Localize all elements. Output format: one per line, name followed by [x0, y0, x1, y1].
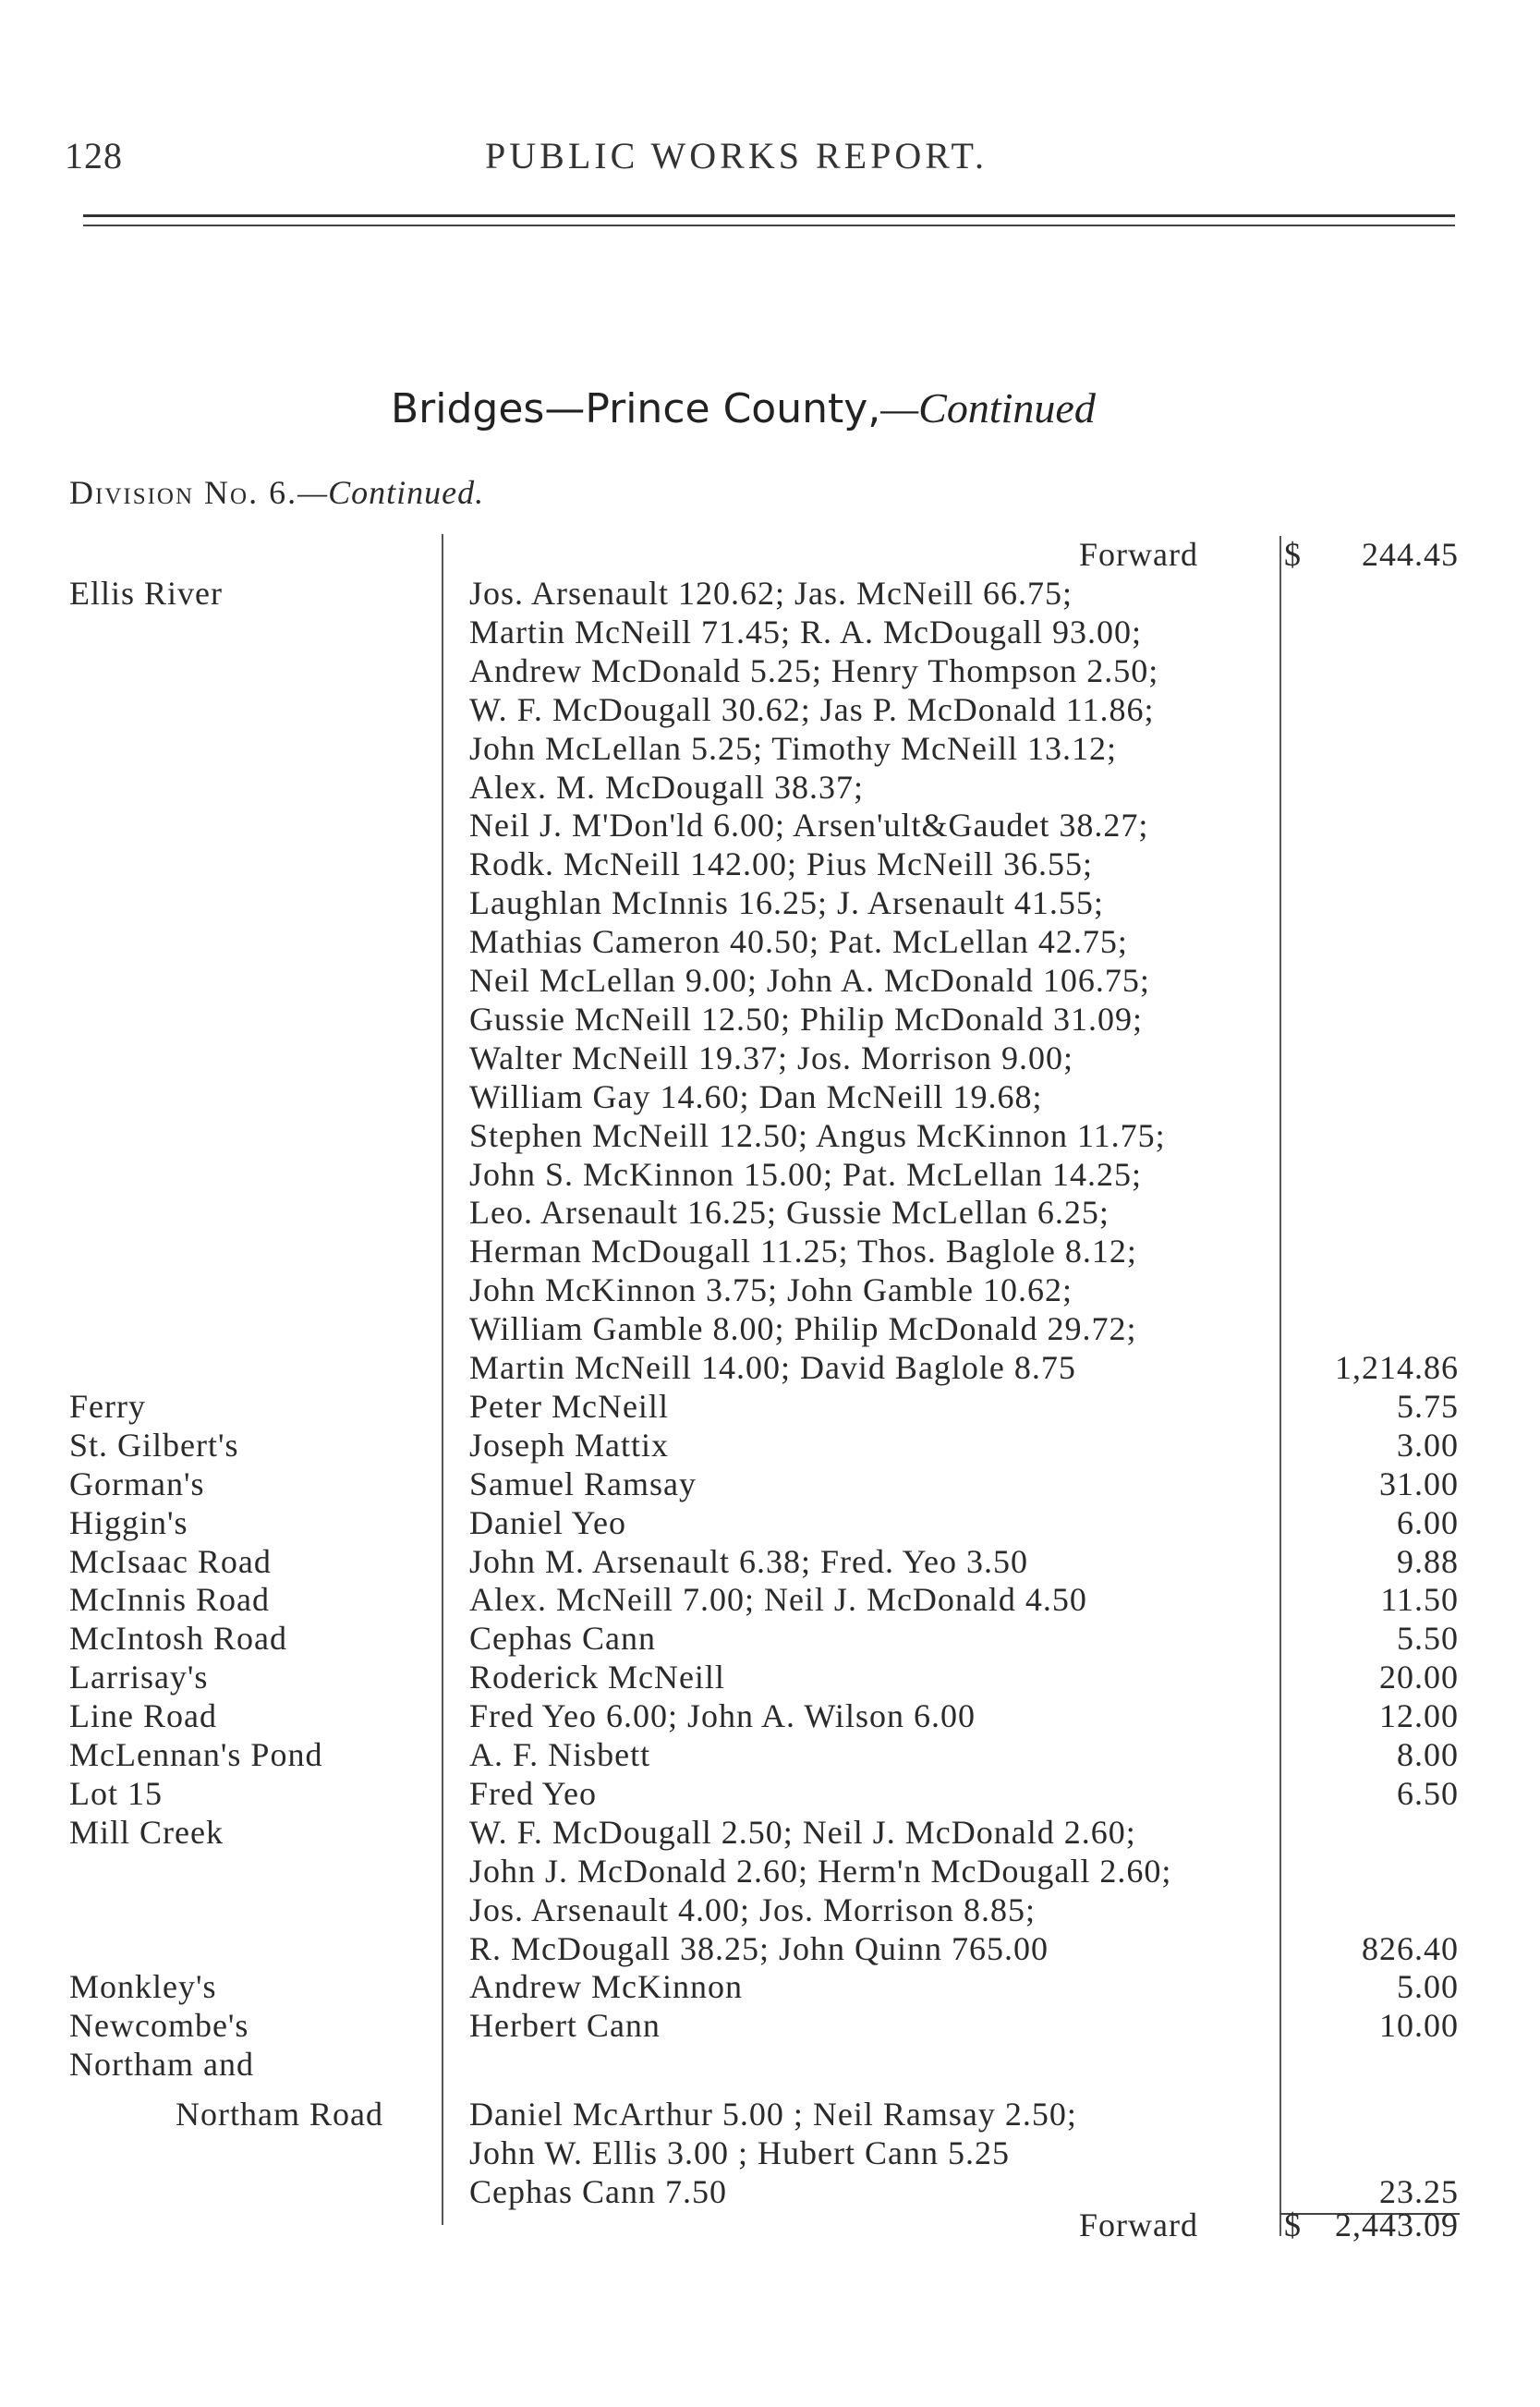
- bridge-location: McInnis Road: [69, 1581, 270, 1619]
- payee-entries: Jos. Arsenault 4.00; Jos. Morrison 8.85;: [469, 1890, 1037, 1928]
- bridge-location: McIsaac Road: [69, 1542, 272, 1580]
- payee-entries: Roderick McNeill: [469, 1659, 725, 1696]
- bridge-location: Lot 15: [69, 1774, 163, 1812]
- ledger-row: [0, 1155, 1540, 1194]
- ledger-row: [0, 651, 1540, 690]
- payee-entries: John McLellan 5.25; Timothy McNeill 13.12;: [469, 729, 1118, 767]
- payee-entries: William Gay 14.60; Dan McNeill 19.68;: [469, 1077, 1043, 1115]
- section-title: [391, 383, 1096, 432]
- ledger-row: [0, 2095, 1540, 2133]
- payee-entries: Mathias Cameron 40.50; Pat. McLellan 42.75;: [469, 923, 1128, 961]
- row-amount: 6.50: [1397, 1774, 1459, 1812]
- ledger-row: [0, 2045, 1540, 2084]
- bridge-location: Northam and: [69, 2046, 254, 2084]
- bridge-location: Gorman's: [69, 1465, 205, 1502]
- payee-entries: Stephen McNeill 12.50; Angus McKinnon 11.75;: [469, 1116, 1166, 1154]
- ledger-row: [0, 574, 1540, 613]
- forward-top-row: [0, 535, 1540, 574]
- division-heading: [69, 473, 484, 512]
- bridge-location: Monkley's: [69, 1968, 217, 2006]
- ledger-row: [0, 1852, 1540, 1890]
- payee-entries: Cephas Cann 7.50: [469, 2172, 727, 2210]
- payee-entries: William Gamble 8.00; Philip McDonald 29.72;: [469, 1310, 1137, 1348]
- payee-entries: Herbert Cann: [469, 2007, 661, 2045]
- forward-bottom-label: Forward: [1079, 2206, 1198, 2243]
- payee-entries: Martin McNeill 71.45; R. A. McDougall 93.00;: [469, 613, 1142, 650]
- bridge-location: Higgin's: [69, 1503, 188, 1541]
- ledger-row: [0, 1348, 1540, 1387]
- forward-bottom-amount: 2,443.09: [1335, 2206, 1459, 2243]
- payee-entries: R. McDougall 38.25; John Quinn 765.00: [469, 1929, 1049, 1967]
- page-number: 128: [65, 135, 123, 176]
- payee-entries: Andrew McKinnon: [469, 1968, 743, 2006]
- ledger-row: [0, 2006, 1540, 2045]
- payee-entries: Rodk. McNeill 142.00; Pius McNeill 36.55;: [469, 845, 1093, 883]
- row-amount: 20.00: [1379, 1659, 1459, 1696]
- ledger-row: [0, 1193, 1540, 1232]
- row-amount: 5.00: [1397, 1968, 1459, 2006]
- header-rule-top: [83, 214, 1455, 217]
- ledger-row: [0, 845, 1540, 883]
- ledger-row: [0, 961, 1540, 1000]
- ledger-row: [0, 613, 1540, 651]
- payee-entries: Neil J. M'Don'ld 6.00; Arsen'ult&Gaudet 38.27;: [469, 807, 1149, 845]
- row-amount: 5.50: [1397, 1620, 1459, 1658]
- ledger-row: [0, 729, 1540, 768]
- ledger-row: [0, 1387, 1540, 1426]
- forward-top-amount: 244.45: [1362, 536, 1459, 573]
- payee-entries: Fred Yeo 6.00; John A. Wilson 6.00: [469, 1697, 976, 1735]
- bridge-location: McLennan's Pond: [69, 1736, 323, 1773]
- ledger-row: [0, 1774, 1540, 1813]
- bridge-location: Northam Road: [176, 2096, 383, 2133]
- ledger-row: [0, 1542, 1540, 1581]
- ledger-row: [0, 1426, 1540, 1465]
- payee-entries: Gussie McNeill 12.50; Philip McDonald 31.09;: [469, 1000, 1143, 1038]
- payee-entries: Herman McDougall 11.25; Thos. Baglole 8.12;: [469, 1233, 1137, 1270]
- row-amount: 10.00: [1379, 2007, 1459, 2045]
- payee-entries: Samuel Ramsay: [469, 1465, 697, 1502]
- payee-entries: A. F. Nisbett: [469, 1736, 651, 1773]
- ledger-row: [0, 1580, 1540, 1619]
- division-label: Division No. 6.: [69, 474, 298, 511]
- ledger-row: [0, 690, 1540, 729]
- header-rule-bottom: [83, 225, 1455, 226]
- payee-entries: Alex. M. McDougall 38.37;: [469, 768, 864, 806]
- payee-entries: Walter McNeill 19.37; Jos. Morrison 9.00;: [469, 1039, 1074, 1076]
- forward-bottom-row: [0, 2206, 1540, 2244]
- ledger-row: [0, 922, 1540, 961]
- ledger-row: [0, 1270, 1540, 1309]
- ledger-row: [0, 1116, 1540, 1155]
- payee-entries: Peter McNeill: [469, 1387, 669, 1425]
- bridge-location: Ferry: [69, 1387, 146, 1425]
- ledger-row: [0, 1465, 1540, 1503]
- row-amount: 6.00: [1397, 1503, 1459, 1541]
- forward-top-label: Forward: [1079, 536, 1198, 573]
- ledger-row: [0, 1039, 1540, 1077]
- row-amount: 5.75: [1397, 1387, 1459, 1425]
- ledger-row: [0, 1735, 1540, 1774]
- bridge-location: Ellis River: [69, 575, 223, 612]
- payee-entries: Alex. McNeill 7.00; Neil J. McDonald 4.50: [469, 1581, 1087, 1619]
- ledger-row: [0, 1309, 1540, 1348]
- row-amount: 1,214.86: [1335, 1349, 1459, 1386]
- bridge-location: Newcombe's: [69, 2007, 249, 2045]
- ledger-row: [0, 1000, 1540, 1039]
- payee-entries: Martin McNeill 14.00; David Baglole 8.75: [469, 1349, 1076, 1386]
- payee-entries: Andrew McDonald 5.25; Henry Thompson 2.50;: [469, 651, 1159, 689]
- payee-entries: John W. Ellis 3.00 ; Hubert Cann 5.25: [469, 2134, 1010, 2171]
- payee-entries: Daniel Yeo: [469, 1503, 626, 1541]
- payee-entries: Joseph Mattix: [469, 1426, 669, 1464]
- ledger-row: [0, 768, 1540, 807]
- payee-entries: W. F. McDougall 2.50; Neil J. McDonald 2.60;: [469, 1813, 1136, 1851]
- bridge-location: Line Road: [69, 1697, 217, 1735]
- bridge-location: Mill Creek: [69, 1813, 224, 1851]
- forward-bottom-currency: $: [1284, 2206, 1302, 2243]
- payee-entries: Cephas Cann: [469, 1620, 656, 1658]
- row-amount: 23.25: [1379, 2172, 1459, 2210]
- payee-entries: John McKinnon 3.75; John Gamble 10.62;: [469, 1271, 1073, 1309]
- payee-entries: Laughlan McInnis 16.25; J. Arsenault 41.55;: [469, 884, 1104, 922]
- ledger-row: [0, 1696, 1540, 1735]
- row-amount: 31.00: [1379, 1465, 1459, 1502]
- payee-entries: Neil McLellan 9.00; John A. McDonald 106.75;: [469, 962, 1150, 999]
- ledger-row: [0, 1967, 1540, 2006]
- payee-entries: W. F. McDougall 30.62; Jas P. McDonald 11.86;: [469, 690, 1155, 728]
- ledger-row: [0, 1232, 1540, 1270]
- row-amount: 3.00: [1397, 1426, 1459, 1464]
- payee-entries: John J. McDonald 2.60; Herm'n McDougall 2.60;: [469, 1852, 1172, 1890]
- ledger-row: [0, 1929, 1540, 1968]
- payee-entries: John S. McKinnon 15.00; Pat. McLellan 14.25;: [469, 1155, 1142, 1193]
- ledger-row: [0, 2133, 1540, 2172]
- payee-entries: John M. Arsenault 6.38; Fred. Yeo 3.50: [469, 1542, 1029, 1580]
- section-title-main: Bridges—Prince County,: [391, 385, 881, 432]
- row-amount: 11.50: [1380, 1581, 1459, 1619]
- ledger-row: [0, 1619, 1540, 1658]
- row-amount: 8.00: [1397, 1736, 1459, 1773]
- ledger-row: [0, 1658, 1540, 1696]
- bridge-location: St. Gilbert's: [69, 1426, 239, 1464]
- payee-entries: Fred Yeo: [469, 1774, 598, 1812]
- section-title-continued: —Continued: [880, 384, 1096, 432]
- payee-entries: Daniel McArthur 5.00 ; Neil Ramsay 2.50;: [469, 2096, 1077, 2133]
- division-continued: —Continued.: [297, 474, 485, 511]
- running-title: PUBLIC WORKS REPORT.: [485, 135, 988, 176]
- ledger-row: [0, 1890, 1540, 1929]
- ledger-row: [0, 1813, 1540, 1852]
- ledger-row: [0, 806, 1540, 845]
- payee-entries: Jos. Arsenault 120.62; Jas. McNeill 66.75;: [469, 575, 1073, 612]
- row-amount: 12.00: [1379, 1697, 1459, 1735]
- forward-top-currency: $: [1284, 536, 1302, 573]
- ledger-row: [0, 1503, 1540, 1542]
- bridge-location: McIntosh Road: [69, 1620, 287, 1658]
- ledger-row: [0, 1077, 1540, 1116]
- row-amount: 826.40: [1362, 1929, 1459, 1967]
- bridge-location: Larrisay's: [69, 1659, 209, 1696]
- row-amount: 9.88: [1397, 1542, 1459, 1580]
- payee-entries: Leo. Arsenault 16.25; Gussie McLellan 6.25;: [469, 1194, 1110, 1232]
- ledger-row: [0, 883, 1540, 922]
